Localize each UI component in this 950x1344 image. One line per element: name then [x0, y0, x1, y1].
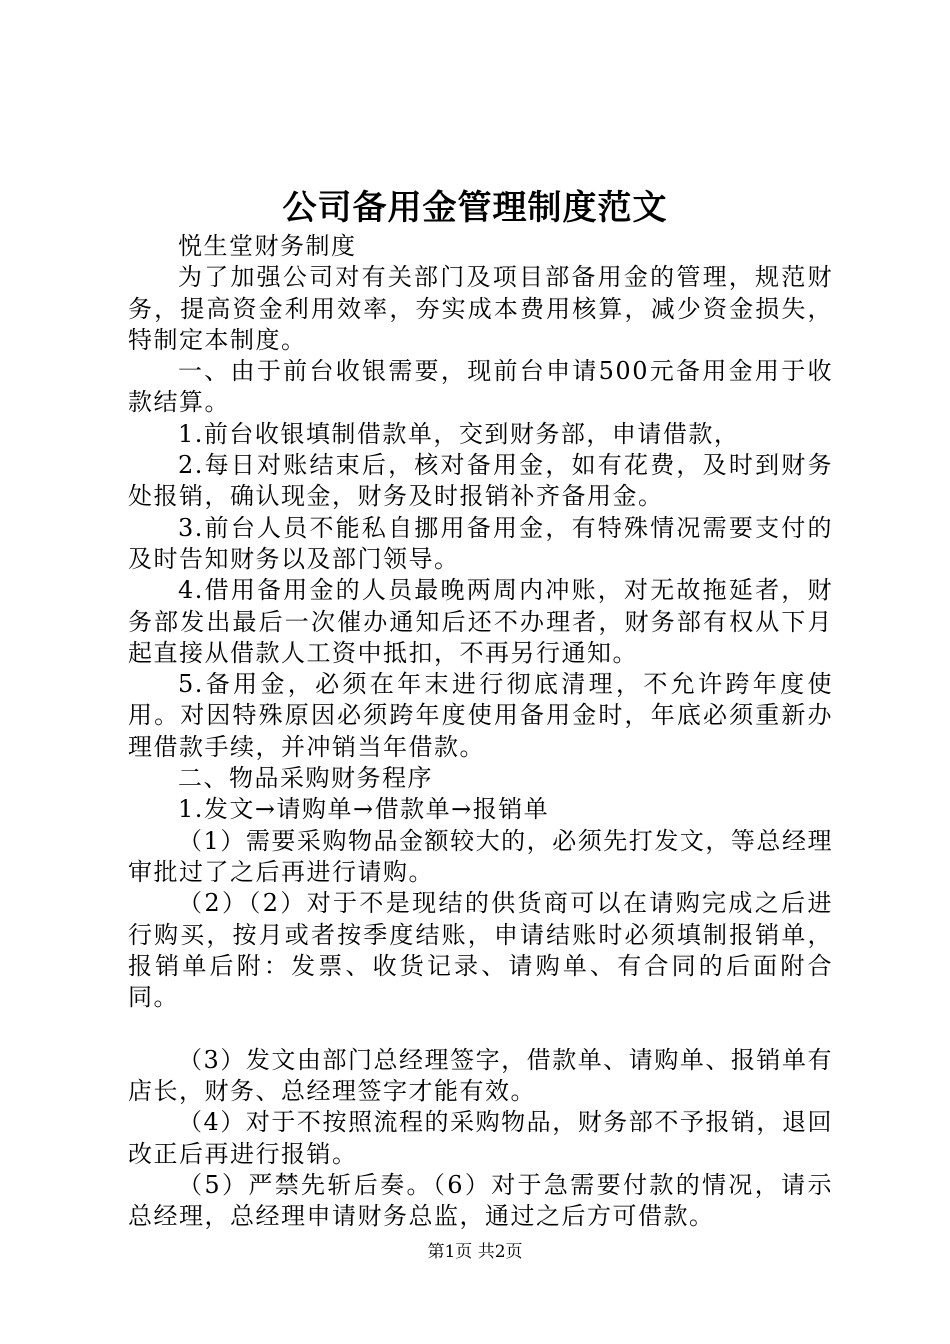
paragraph-section-one: 一、由于前台收银需要，现前台申请500元备用金用于收款结算。 — [128, 357, 833, 417]
paragraph-sub-2: （2）（2）对于不是现结的供货商可以在请购完成之后进行购买，按月或者按季度结账，申请结账时必须填制报销单，报销单后附：发票、收货记录、请购单、有合同的后面附合同。 — [128, 889, 833, 1012]
paragraph-sub-5-6: （5）严禁先斩后奏。（6）对于急需要付款的情况，请示总经理，总经理申请财务总监，通过之后方可借款。 — [128, 1170, 833, 1231]
paragraph-sub-4: （4）对于不按照流程的采购物品，财务部不予报销，退回改正后再进行报销。 — [128, 1108, 833, 1168]
page-number-footer: 第1页 共2页 — [427, 1242, 523, 1262]
paragraph-item-3: 3.前台人员不能私自挪用备用金，有特殊情况需要支付的及时告知财务以及部门领导。 — [128, 513, 833, 573]
paragraph-dept-heading: 悦生堂财务制度 — [178, 232, 357, 260]
paragraph-item-1: 1.前台收银填制借款单，交到财务部，申请借款， — [178, 419, 740, 448]
paragraph-item-5: 5.备用金，必须在年末进行彻底清理，不允许跨年度使用。对因特殊原因必须跨年度使用备用金时，年底必须重新办理借款手续，并冲销当年借款。 — [128, 670, 833, 761]
document-title: 公司备用金管理制度范文 — [282, 188, 668, 228]
paragraph-intro: 为了加强公司对有关部门及项目部备用金的管理，规范财务，提高资金利用效率，夯实成本费用核算，减少资金损失，特制定本制度。 — [128, 263, 833, 354]
paragraph-procedure-flow: 1.发文→请购单→借款单→报销单 — [178, 795, 550, 824]
paragraph-spacer — [128, 1013, 833, 1044]
paragraph-section-two: 二、物品采购财务程序 — [178, 764, 433, 793]
paragraph-item-4: 4.借用备用金的人员最晚两周内冲账，对无故拖延者，财务部发出最后一次催办通知后还不办理者，财务部有权从下月起直接从借款人工资中抵扣，不再另行通知。 — [128, 576, 833, 667]
paragraph-item-2: 2.每日对账结束后，核对备用金，如有花费，及时到财务处报销，确认现金，财务及时报销补齐备用金。 — [128, 451, 833, 511]
paragraph-sub-1: （1）需要采购物品金额较大的，必须先打发文，等总经理审批过了之后再进行请购。 — [128, 826, 833, 886]
document-body — [128, 231, 833, 1233]
paragraph-sub-3: （3）发文由部门总经理签字，借款单、请购单、报销单有店长，财务、总经理签字才能有效。 — [128, 1045, 833, 1106]
